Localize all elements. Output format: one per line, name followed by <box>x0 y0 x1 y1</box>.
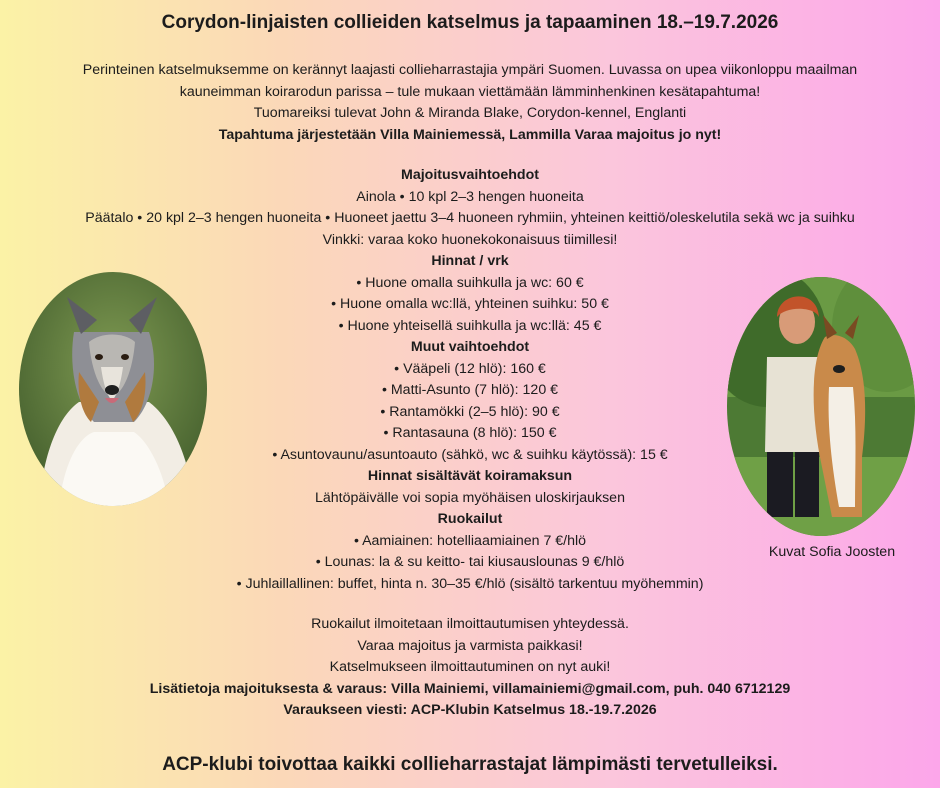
accommodation-heading: Majoitusvaihtoehdot <box>401 167 539 183</box>
footer-line: Katselmukseen ilmoittautuminen on nyt auki! <box>329 659 611 675</box>
accommodation-line: Ainola • 10 kpl 2–3 hengen huoneita <box>356 188 584 205</box>
booking-message-line: Varaukseen viesti: ACP-Klubin Katselmus 18.-19.7.2026 <box>283 702 657 718</box>
judges-line: Tuomareiksi tulevat John & Miranda Blake, Corydon-kennel, Englanti <box>253 105 687 121</box>
accommodation-line: Vinkki: varaa koko huonekokonaisuus tiimillesi! <box>322 231 618 248</box>
dog-fee-heading: Hinnat sisältävät koiramaksun <box>367 468 573 484</box>
prices-heading: Hinnat / vrk <box>431 253 509 269</box>
intro-block <box>0 60 940 146</box>
collie-portrait-photo <box>19 272 207 506</box>
venue-line: Tapahtuma järjestetään Villa Mainiemessä, Lammilla Varaa majoitus jo nyt! <box>218 126 722 143</box>
meal-item: • Lounas: la & su keitto- tai kiusauslounas 9 €/hlö <box>315 554 625 570</box>
checkout-note: Lähtöpäivälle voi sopia myöhäisen uloskirjauksen <box>315 489 625 506</box>
meals-heading: Ruokailut <box>437 511 503 527</box>
photo-credit: Kuvat Sofia Joosten <box>768 544 896 560</box>
footer-line: Varaa majoitus ja varmista paikkasi! <box>357 637 583 654</box>
event-title: Corydon-linjaisten collieiden katselmus ja tapaaminen 18.–19.7.2026 <box>161 12 779 33</box>
price-item: • Huone omalla suihkulla ja wc: 60 € <box>356 274 584 291</box>
intro-line: kauneimman koirarodun parissa – tule mukaan viettämään lämminhenkinen kesätapahtuma! <box>179 83 761 100</box>
other-heading: Muut vaihtoehdot <box>410 339 530 355</box>
other-item: • Rantasauna (8 hlö): 150 € <box>383 425 557 441</box>
footer-line: Ruokailut ilmoitetaan ilmoittautumisen yhteydessä. <box>311 616 629 632</box>
footer-block <box>0 614 940 722</box>
other-item: • Asuntovaunu/asuntoauto (sähkö, wc & suihku käytössä): 15 € <box>272 446 668 463</box>
price-item: • Huone omalla wc:llä, yhteinen suihku: 50 € <box>331 296 609 312</box>
meal-item: • Juhlaillallinen: buffet, hinta n. 30–35 €/hlö (sisältö tarkentuu myöhemmin) <box>236 575 704 592</box>
handler-with-collie-photo <box>727 277 915 536</box>
contact-line: Lisätietoja majoituksesta & varaus: Villa Mainiemi, villamainiemi@gmail.com, puh. 040 6712129 <box>149 680 791 697</box>
accommodation-line: Päätalo • 20 kpl 2–3 hengen huoneita • Huoneet jaettu 3–4 huoneen ryhmiin, yhteinen keittiö/oleskelutila sekä wc ja suihku <box>85 210 855 226</box>
intro-line: Perinteinen katselmuksemme on kerännyt laajasti collieharrastajia ympäri Suomen. Luvassa on upea viikonloppu maailman <box>82 62 858 78</box>
meal-item: • Aamiainen: hotelliaamiainen 7 €/hlö <box>353 532 587 549</box>
other-item: • Matti-Asunto (7 hlö): 120 € <box>381 382 559 398</box>
price-item: • Huone yhteisellä suihkulla ja wc:llä: 45 € <box>338 317 602 334</box>
closing-line: ACP-klubi toivottaa kaikki collieharrastajat lämpimästi tervetulleiksi. <box>162 754 778 775</box>
other-item: • Rantamökki (2–5 hlö): 90 € <box>380 403 560 420</box>
other-item: • Vääpeli (12 hlö): 160 € <box>394 360 546 377</box>
